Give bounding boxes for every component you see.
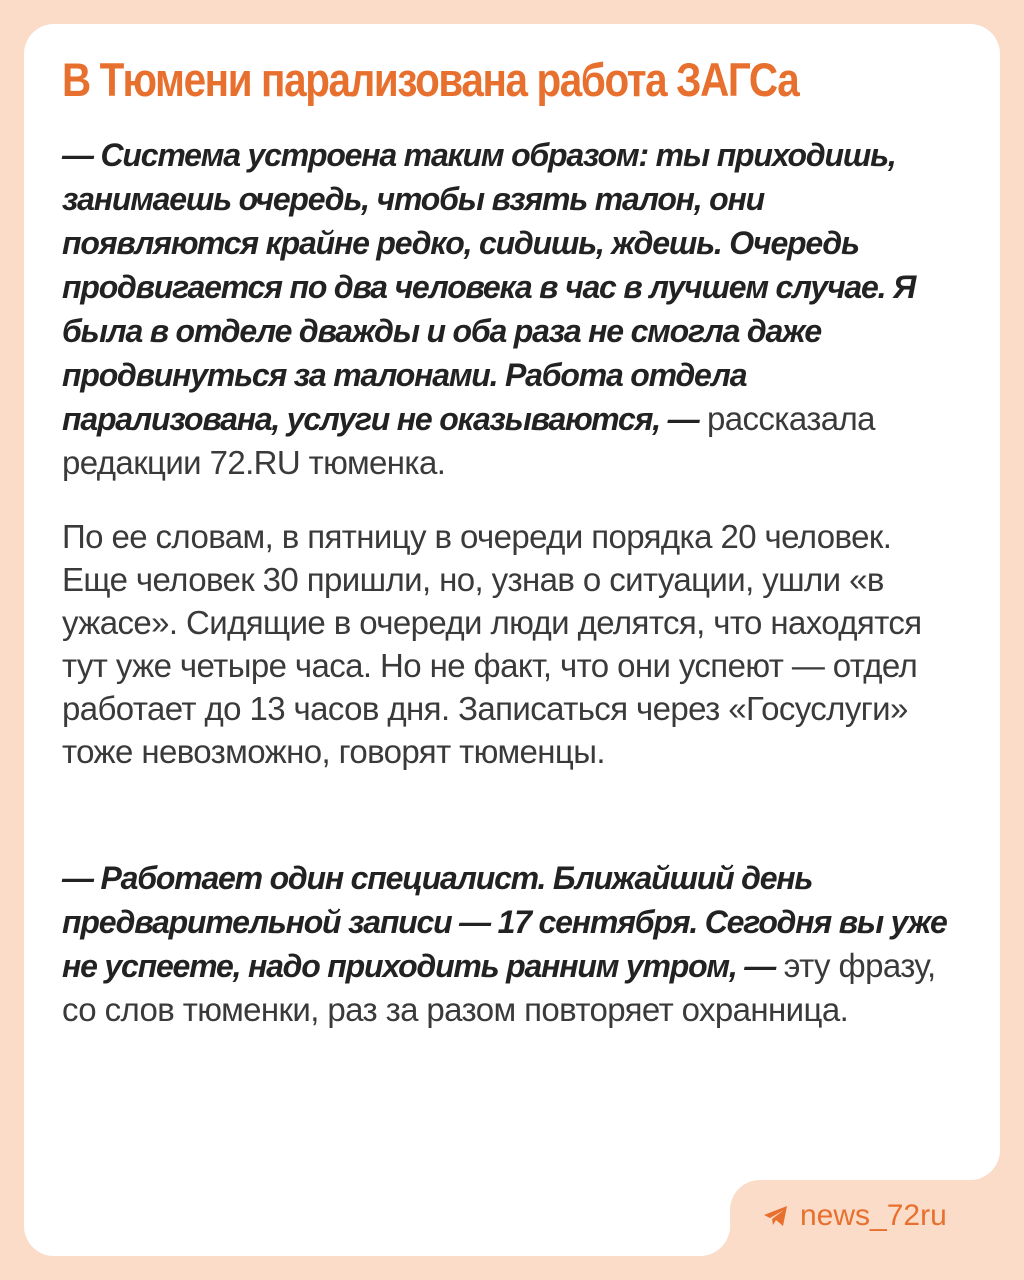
telegram-icon [762, 1204, 790, 1228]
quote-text: — Работает один специалист. Ближайший день предварительной записи — 17 сентября. Сегодня вы уже не успеете, надо приходить ранним утром, — [62, 860, 947, 984]
attribution-text: рассказала редакции 72.RU тюменка. [62, 400, 875, 481]
channel-handle: news_72ru [800, 1199, 947, 1232]
body-text: По ее словам, в пятницу в очереди порядка 20 человек. Еще человек 30 пришли, но, узнав о ситуации, ушли «в ужасе». Сидящие в очереди люди делятся, что находятся тут уже четыре часа. Но не факт, что они успеют — отдел работает до 13 часов дня. Записаться через «Госуслуги» тоже невозможно, говорят тюменцы. [62, 518, 922, 770]
paragraph-quote-2 [62, 856, 962, 1031]
paragraph-body [62, 515, 962, 773]
article-title: В Тюмени парализована работа ЗАГСа [62, 53, 799, 106]
footer-tab-corner [970, 1150, 1000, 1180]
quote-text: — Система устроена таким образом: ты приходишь, занимаешь очередь, чтобы взять талон, они появляются крайне редко, сидишь, ждешь. Очередь продвигается по два человека в час в лучшем случае. Я была в отделе дважды и оба раза не смогла даже продвинуться за талонами. Работа отдела парализована, услуги не оказываются, — [62, 137, 916, 437]
paragraph-quote-1 [62, 133, 962, 484]
channel-link[interactable] [762, 1196, 947, 1236]
attribution-text: эту фразу, со слов тюменки, раз за разом повторяет охранница. [62, 947, 936, 1028]
footer-tab-corner-left [700, 1226, 730, 1256]
